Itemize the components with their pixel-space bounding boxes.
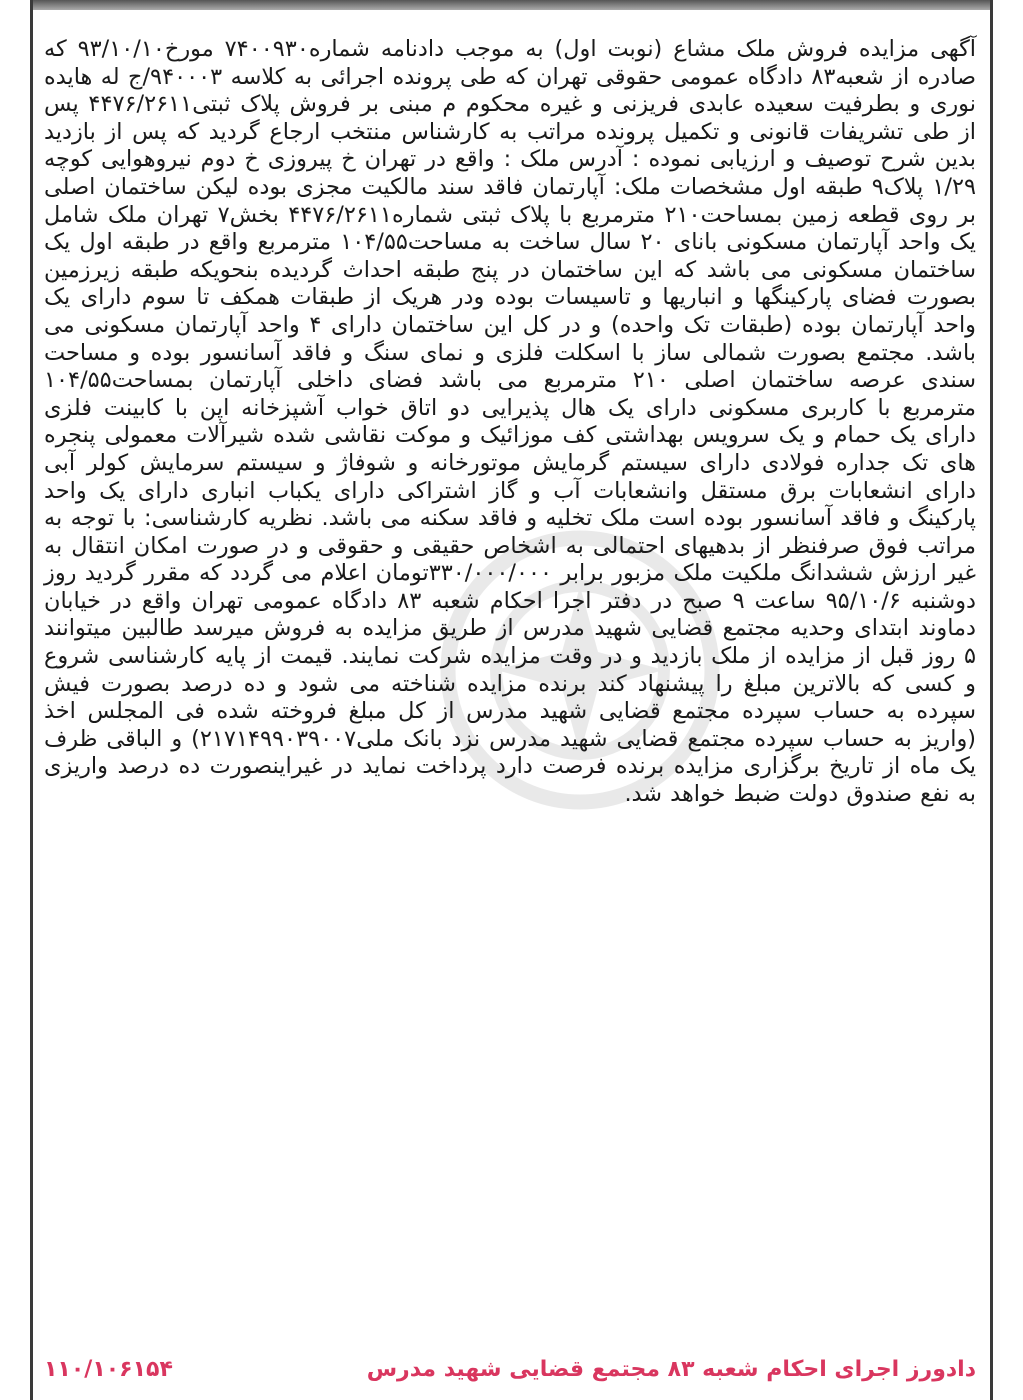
notice-body: آگهی مزایده فروش ملک مشاع (نوبت اول) به موجب دادنامه شماره۷۴۰۰۹۳۰ مورخ۹۳/۱۰/۱۰ که صادره از شعبه۸۳ دادگاه عمومی حقوقی تهران که طی پرونده اجرائی به کلاسه ۹۴۰۰۰۳/ج له هایده نوری و بطرفیت سعیده عابدی فریزنی و غیره محکوم م مبنی بر فروش پلاک ثبتی۴۴۷۶/۲۶۱۱ پس از طی تشریفات قانونی و تکمیل پرونده مراتب به کارشناس منتخب ارجاع گردید که پس از بازدید بدین شرح توصیف و ارزیابی نموده : آدرس ملک : واقع در تهران خ پیروزی خ دوم نیروهوایی کوچه ۱/۲۹ پلاک۹ طبقه اول مشخصات ملک: آپارتمان فاقد سند مالکیت مجزی بوده لیکن ساختمان اصلی بر روی قطعه زمین بمساحت۲۱۰ مترمربع با پلاک ثبتی شماره۴۴۷۶/۲۶۱۱ بخش۷ تهران ملک شامل یک واحد آپارتمان مسکونی بانای ۲۰ سال ساخت به مساحت۱۰۴/۵۵ مترمربع واقع در طبقه اول یک ساختمان مسکونی می باشد که این ساختمان در پنج طبقه احداث گردیده بنحویکه طبقه زیرزمین بصورت فضای پارکینگها و انباریها و تاسیسات بوده ودر هریک از طبقات همکف تا سوم دارای یک واحد آپارتمان بوده (طبقات تک واحده) و در کل این ساختمان دارای ۴ واحد آپارتمان مسکونی می باشد. مجتمع بصورت شمالی ساز با اسکلت فلزی و نمای سنگ و فاقد آسانسور بوده و مساحت سندی عرصه ساختمان اصلی ۲۱۰ مترمربع می باشد فضای داخلی آپارتمان بمساحت۱۰۴/۵۵ مترمربع با کاربری مسکونی دارای یک هال پذیرایی دو اتاق خواب آشپزخانه اپن با کابینت فلزی دارای یک حمام و یک سرویس بهداشتی کف موزائیک و موکت نقاشی شده شیرآلات معمولی پنجره های تک جداره فولادی دارای سیستم گرمایش موتورخانه و شوفاژ و سیستم سرمایش کولر آبی دارای انشعابات برق مستقل وانشعابات آب و گاز اشتراکی دارای یکباب انباری دارای یک واحد پارکینگ و فاقد آسانسور بوده است ملک تخلیه و فاقد سکنه می باشد. نظریه کارشناسی: با توجه به مراتب فوق صرفنظر از بدهیهای احتمالی به اشخاص حقیقی و حقوقی و در صورت امکان انتقال به غیر ارزش ششدانگ ملکیت ملک مزبور برابر ۳۳۰/۰۰۰/۰۰۰تومان اعلام می گردد که مقرر گردید روز دوشنبه ۹۵/۱۰/۶ ساعت ۹ صبح در دفتر اجرا احکام شعبه ۸۳ دادگاه عمومی تهران واقع در خیابان دماوند ابتدای وحدیه مجتمع قضایی شهید مدرس از طریق مزایده به فروش میرسد طالبین میتوانند ۵ روز قبل از مزایده از ملک بازدید و در وقت مزایده شرکت نمایند. قیمت از پایه کارشناسی شروع و کسی که بالاترین مبلغ را پیشنهاد کند برنده مزایده شناخته می شود و ده درصد بصورت فیش سپرده به حساب سپرده مجتمع قضایی شهید مدرس از کل مبلغ فروخته شده فی المجلس اخذ (واریز به حساب سپرده مجتمع قضایی شهید مدرس نزد بانک ملی۲۱۷۱۴۹۹۰۳۹۰۰۷) و الباقی ظرف یک ماه از تاریخ برگزاری مزایده برنده فرصت دارد پرداخت نماید در غیراینصورت ده درصد واریزی به نفع صندوق دولت ضبط خواهد شد. xyxy=(44,36,977,808)
footer-signature: دادورز اجرای احکام شعبه ۸۳ مجتمع قضایی شهید مدرس xyxy=(366,1356,976,1382)
notice-footer xyxy=(44,1352,976,1386)
footer-code: ۱۱۰/۱۰۶۱۵۴ xyxy=(44,1356,173,1382)
